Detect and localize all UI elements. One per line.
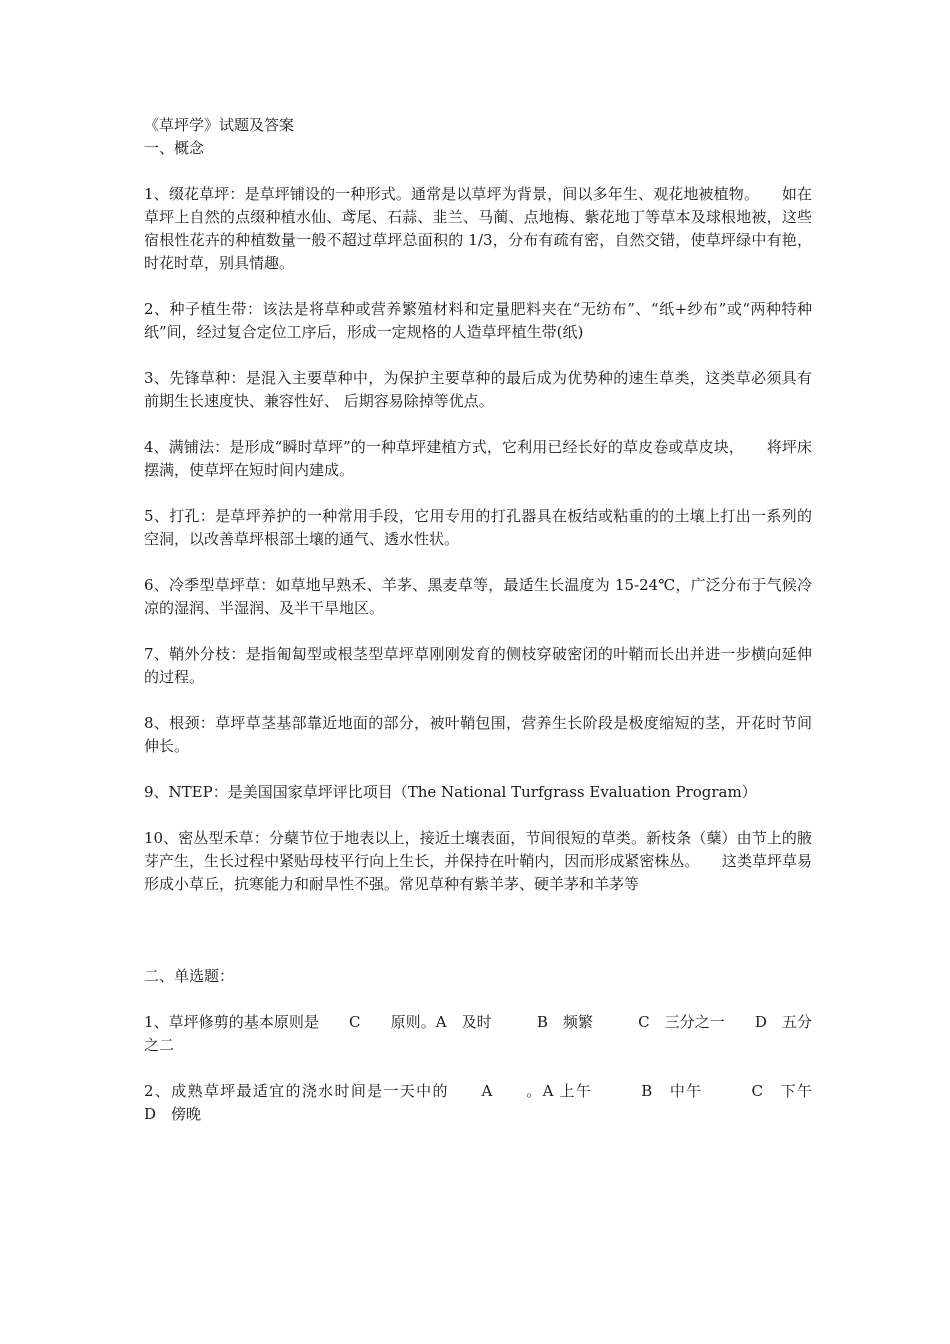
question-item-2: 2、成熟草坪最适宜的浇水时间是一天中的 A 。A 上午 B 中午 C 下午 D 傍晚	[144, 1082, 858, 1123]
question-item-1: 1、草坪修剪的基本原则是 C 原则。A 及时 B 频繁 C 三分之一 D 五分之二	[144, 1013, 812, 1054]
section-heading-concepts: 一、概念	[144, 139, 205, 157]
concept-item-3: 3、先锋草种：是混入主要草种中，为保护主要草种的最后成为优势种的速生草类，这类草必须具有前期生长速度快、兼容性好、 后期容易除掉等优点。	[144, 369, 812, 410]
section-heading-single-choice: 二、单选题：	[144, 967, 235, 985]
concept-item-2: 2、种子植生带：该法是将草种或营养繁殖材料和定量肥料夹在“无纺布”、“纸+纱布”或“两种特种纸”间，经过复合定位工序后，形成一定规格的人造草坪植生带(纸)	[144, 300, 812, 341]
concept-item-9: 9、NTEP：是美国国家草坪评比项目（The National Turfgrass Evaluation Program）	[144, 783, 757, 801]
concept-item-1: 1、缀花草坪：是草坪铺设的一种形式。通常是以草坪为背景，间以多年生、观花地被植物。 如在草坪上自然的点缀种植水仙、鸢尾、石蒜、韭兰、马蔺、点地梅、紫花地丁等草本及球根地被，这些宿根性花卉的种植数量一般不超过草坪总面积的 1/3，分布有疏有密，自然交错，使草坪绿中有艳，时花时草，别具情趣。	[144, 185, 812, 272]
concept-item-4: 4、满铺法：是形成“瞬时草坪”的一种草坪建植方式，它利用已经长好的草皮卷或草皮块， 将坪床摆满，使草坪在短时间内建成。	[144, 438, 812, 479]
concept-item-10: 10、密丛型禾草：分蘖节位于地表以上，接近土壤表面，节间很短的草类。新枝条（蘖）由节上的腋芽产生，生长过程中紧贴母枝平行向上生长，并保持在叶鞘内，因而形成紧密株丛。 这类草坪草易形成小草丘，抗寒能力和耐旱性不强。常见草种有紫羊茅、硬羊茅和羊茅等	[144, 829, 812, 893]
document-page	[144, 114, 858, 1126]
concept-item-8: 8、根颈：草坪草茎基部靠近地面的部分，被叶鞘包围，营养生长阶段是极度缩短的茎，开花时节间伸长。	[144, 714, 812, 755]
concept-item-6: 6、冷季型草坪草：如草地早熟禾、羊茅、黑麦草等，最适生长温度为 15-24℃，广泛分布于气候冷凉的湿润、半湿润、及半干旱地区。	[144, 576, 812, 617]
concept-item-7: 7、鞘外分枝：是指匍匐型或根茎型草坪草刚刚发育的侧枝穿破密闭的叶鞘而长出并进一步横向延伸的过程。	[144, 645, 812, 686]
concept-item-5: 5、打孔：是草坪养护的一种常用手段，它用专用的打孔器具在板结或粘重的的土壤上打出一系列的空洞，以改善草坪根部土壤的通气、透水性状。	[144, 507, 812, 548]
document-title: 《草坪学》试题及答案	[144, 116, 295, 134]
